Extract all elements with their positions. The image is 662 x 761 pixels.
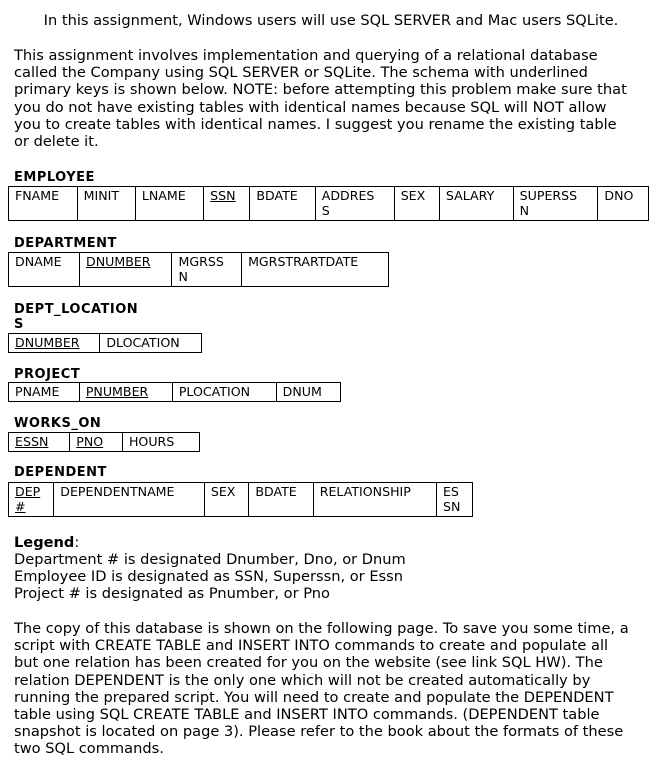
paragraph-line: snapshot is located on page 3). Please refer to the book about the formats of these <box>14 723 624 741</box>
column-plocation: PLOCATION <box>172 383 276 402</box>
title-line: S <box>14 317 24 332</box>
paragraph-line: table using SQL CREATE TABLE and INSERT INTO commands. (DEPENDENT table <box>14 706 600 724</box>
table-row <box>9 253 389 287</box>
column-dlocation: DLOCATION <box>100 334 202 353</box>
column-sex: SEX <box>204 483 248 517</box>
table-row <box>9 483 473 517</box>
column-essn <box>9 433 70 452</box>
primary-key-essn: ESSN <box>15 434 49 449</box>
dept-locations-schema-table <box>8 333 202 353</box>
table-row <box>9 334 202 353</box>
primary-key-dep: DEP <box>15 484 41 499</box>
cell-line: N <box>178 269 188 284</box>
paragraph-line: running the prepared script. You will need to create and populate the DEPENDENT <box>14 688 614 706</box>
column-dno: DNO <box>598 187 649 221</box>
column-address <box>315 187 394 221</box>
department-schema-table <box>8 252 389 287</box>
works-on-table-title: WORKS_ON <box>14 416 102 431</box>
paragraph-line: primary keys is shown below. NOTE: before attempting this problem make sure that <box>14 81 627 99</box>
dept-locations-table-title <box>14 302 138 332</box>
legend-title-text: Legend <box>14 534 75 551</box>
cell-line: SN <box>442 499 461 514</box>
legend-title <box>14 534 79 551</box>
cell-line: SUPERSS <box>519 188 578 203</box>
legend-line: Department # is designated Dnumber, Dno, or Dnum <box>14 551 406 568</box>
column-relationship: RELATIONSHIP <box>313 483 436 517</box>
project-table-title: PROJECT <box>14 367 81 382</box>
cell-line: S <box>321 203 330 218</box>
project-schema-table <box>8 382 341 402</box>
dependent-table-title: DEPENDENT <box>14 465 107 480</box>
paragraph-line: but one relation has been created for you on the website (see link SQL HW). The <box>14 654 603 672</box>
table-row <box>9 383 341 402</box>
primary-key-pno: PNO <box>76 434 104 449</box>
employee-schema-table <box>8 186 649 221</box>
legend-line: Employee ID is designated as SSN, Superssn, or Essn <box>14 568 403 585</box>
column-salary: SALARY <box>439 187 513 221</box>
paragraph-line: called the Company using SQL SERVER or SQLite. The schema with underlined <box>14 64 588 82</box>
paragraph-line: you do not have existing tables with identical names because SQL will NOT allow <box>14 98 607 116</box>
column-dnumber <box>80 253 172 287</box>
column-dnumber <box>9 334 100 353</box>
primary-key-ssn: SSN <box>210 188 236 203</box>
column-ssn <box>204 187 250 221</box>
paragraph-line: or delete it. <box>14 133 99 151</box>
instructions-paragraph <box>14 47 650 150</box>
cell-line: ES <box>442 484 459 499</box>
department-table-title: DEPARTMENT <box>14 236 117 251</box>
legend-line: Project # is designated as Pnumber, or Pno <box>14 585 330 602</box>
cell-line: MGRSS <box>178 254 224 269</box>
table-row <box>9 433 200 452</box>
paragraph-line: This assignment involves implementation and querying of a relational database <box>14 47 598 64</box>
legend-colon: : <box>74 534 80 551</box>
column-bdate: BDATE <box>250 187 315 221</box>
column-mgrssn <box>172 253 242 287</box>
table-row <box>9 187 649 221</box>
column-lname: LNAME <box>135 187 203 221</box>
column-pnumber <box>79 383 172 402</box>
paragraph-line: script with CREATE TABLE and INSERT INTO commands to create and populate all <box>14 637 609 655</box>
paragraph-line: The copy of this database is shown on the following page. To save you some time, a <box>14 620 629 637</box>
column-hours: HOURS <box>122 433 199 452</box>
primary-key-pnumber: PNUMBER <box>85 384 149 399</box>
paragraph-line: two SQL commands. <box>14 740 164 758</box>
cell-line: ADDRES <box>321 188 375 203</box>
column-fname: FNAME <box>9 187 78 221</box>
cell-line: N <box>519 203 530 218</box>
title-line: DEPT_LOCATION <box>14 302 139 317</box>
column-bdate: BDATE <box>249 483 313 517</box>
paragraph-line: relation DEPENDENT is the only one which will not be created automatically by <box>14 671 591 689</box>
closing-paragraph <box>14 620 650 758</box>
column-dnum: DNUM <box>276 383 340 402</box>
column-sex: SEX <box>394 187 439 221</box>
column-minit: MINIT <box>77 187 135 221</box>
column-pno <box>70 433 123 452</box>
column-mgrstartdate: MGRSTRARTDATE <box>242 253 389 287</box>
paragraph-line: you to create tables with identical names. I suggest you rename the existing table <box>14 115 617 133</box>
primary-key-dep-hash: # <box>15 499 26 514</box>
intro-text: In this assignment, Windows users will use SQL SERVER and Mac users SQLite. <box>43 12 619 29</box>
column-dep-number <box>9 483 54 517</box>
column-superssn <box>513 187 598 221</box>
column-pname: PNAME <box>9 383 80 402</box>
primary-key-dnumber: DNUMBER <box>86 254 151 269</box>
employee-table-title: EMPLOYEE <box>14 170 95 185</box>
column-dname: DNAME <box>9 253 80 287</box>
dependent-schema-table <box>8 482 473 517</box>
works-on-schema-table <box>8 432 200 452</box>
primary-key-dnumber: DNUMBER <box>15 335 80 350</box>
column-essn <box>436 483 472 517</box>
column-dependentname: DEPENDENTNAME <box>54 483 205 517</box>
